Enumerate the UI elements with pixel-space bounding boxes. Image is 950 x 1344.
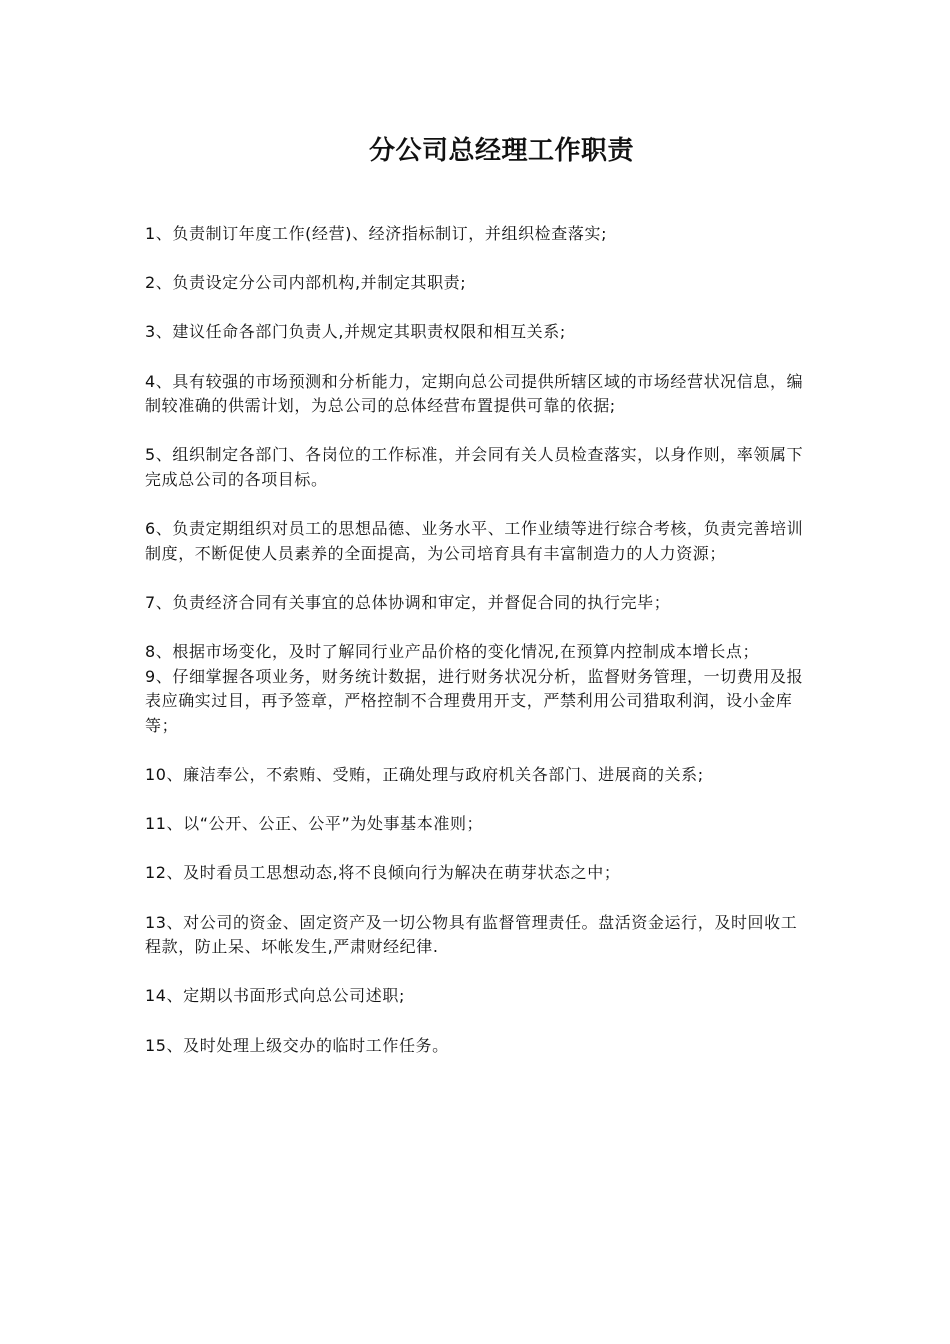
- list-item-13: 13、对公司的资金、固定资产及一切公物具有监督管理责任。盘活资金运行，及时回收工程款，防止呆、坏帐发生,严肃财经纪律.: [145, 912, 798, 957]
- list-item-7: 7、负责经济合同有关事宜的总体协调和审定，并督促合同的执行完毕；: [145, 592, 671, 612]
- list-item-8: 8、根据市场变化，及时了解同行业产品价格的变化情况,在预算内控制成本增长点；: [145, 642, 760, 662]
- list-item-2: 2、负责设定分公司内部机构,并制定其职责;: [145, 273, 467, 293]
- list-item-12: 12、及时看员工思想动态,将不良倾向行为解决在萌芽状态之中；: [145, 863, 621, 883]
- list-item-11: 11、以“公开、公正、公平”为处事基本准则；: [145, 814, 484, 834]
- list-item-5: 5、组织制定各部门、各岗位的工作标准，并会同有关人员检查落实，以身作则，率领属下完成总公司的各项目标。: [145, 445, 804, 489]
- list-item-4: 4、具有较强的市场预测和分析能力，定期向总公司提供所辖区域的市场经营状况信息，编制较准确的供需计划，为总公司的总体经营布置提供可靠的依据;: [145, 371, 804, 416]
- list-item-15: 15、及时处理上级交办的临时工作任务。: [145, 1035, 449, 1055]
- list-item-14: 14、定期以书面形式向总公司述职;: [145, 986, 405, 1006]
- list-item-3: 3、建议任命各部门负责人,并规定其职责权限和相互关系;: [145, 322, 566, 342]
- list-item-6: 6、负责定期组织对员工的思想品德、业务水平、工作业绩等进行综合考核，负责完善培训制度，不断促使人员素养的全面提高，为公司培育具有丰富制造力的人力资源；: [145, 519, 804, 563]
- list-item-10: 10、廉洁奉公，不索贿、受贿，正确处理与政府机关各部门、进展商的关系;: [145, 765, 704, 785]
- list-item-9: 9、仔细掌握各项业务，财务统计数据，进行财务状况分析，监督财务管理，一切费用及报表应确实过目，再予签章，严格控制不合理费用开支，严禁利用公司猎取利润，设小金库等；: [145, 666, 804, 735]
- document-title: 分公司总经理工作职责: [368, 136, 634, 166]
- document-body: [145, 222, 811, 1058]
- list-item-1: 1、负责制订年度工作(经营)、经济指标制订，并组织检查落实;: [145, 224, 608, 243]
